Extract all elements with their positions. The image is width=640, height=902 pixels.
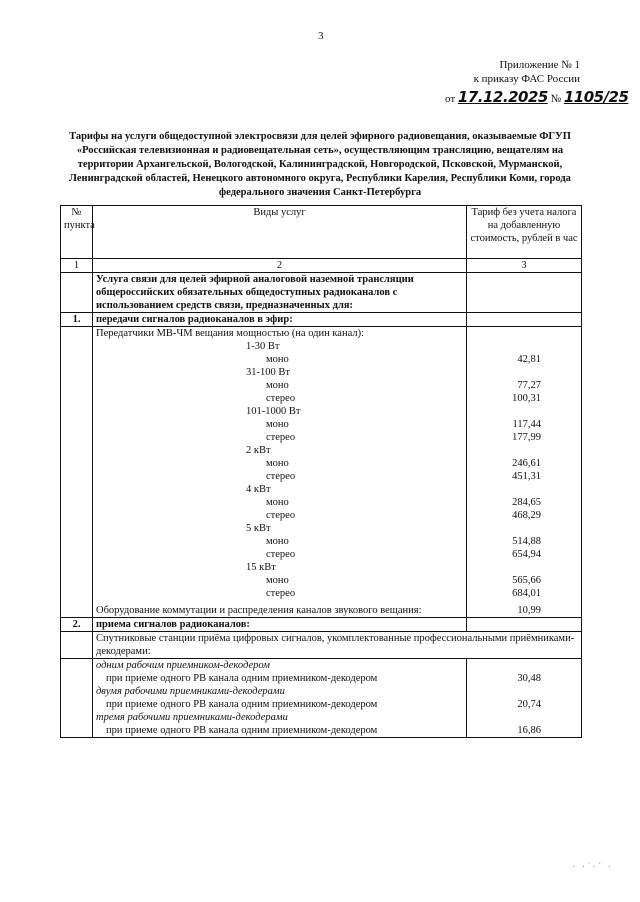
power-range-label: 15 кВт bbox=[246, 562, 276, 573]
tariff-value bbox=[470, 366, 541, 379]
mode-label: моно bbox=[266, 419, 289, 430]
margin-mark: · ·ˊ·ˊ · bbox=[572, 862, 613, 873]
mode-label: моно bbox=[266, 458, 289, 469]
mode-label: стерео bbox=[266, 510, 296, 521]
tariff-value: 246,61 bbox=[512, 458, 541, 469]
power-range-label: 31-100 Вт bbox=[246, 367, 290, 378]
tariff-value bbox=[470, 483, 541, 496]
tariff-value bbox=[470, 444, 541, 457]
section-2-row bbox=[61, 618, 582, 632]
mode-label: моно bbox=[266, 354, 289, 365]
column-number: 2 bbox=[93, 259, 467, 273]
service-title: Услуга связи для целей эфирной аналоговой наземной трансляции общероссийских обязательных общедоступных радиоканалов с использованием средств связи, предназначенных для: bbox=[93, 273, 467, 313]
section-1-title: передачи сигналов радиоканалов в эфир: bbox=[93, 313, 467, 327]
table-header-row bbox=[61, 206, 582, 259]
section-1-row bbox=[61, 313, 582, 327]
power-range-label: 2 кВт bbox=[246, 445, 271, 456]
order-date-handwritten: 17.12.2025 bbox=[457, 88, 548, 106]
receiver-groups bbox=[93, 659, 467, 738]
header-tariff: Тариф без учета налога на добавленную стоимость, рублей в час bbox=[467, 206, 582, 259]
section-1-body bbox=[61, 327, 582, 618]
order-number-sign: № bbox=[550, 93, 562, 105]
mode-label: стерео bbox=[266, 393, 296, 404]
receiver-tariffs bbox=[467, 659, 582, 738]
mode-label: моно bbox=[266, 575, 289, 586]
tariff-value bbox=[470, 561, 541, 574]
receiver-group-line: при приеме одного РВ канала одним приемником-декодером bbox=[106, 699, 378, 710]
header-item-number: № пункта bbox=[61, 206, 93, 259]
tariff-value: 100,31 bbox=[512, 393, 541, 404]
tariff-table bbox=[60, 205, 582, 738]
mode-label: стерео bbox=[266, 432, 296, 443]
satellite-intro: Спутниковые станции приёма цифровых сигналов, укомплектованные профессиональными приёмниками-декодерами: bbox=[93, 632, 582, 659]
service-title-row bbox=[61, 273, 582, 313]
column-number: 3 bbox=[467, 259, 582, 273]
page-number: 3 bbox=[318, 30, 324, 42]
tariff-value: 16,86 bbox=[517, 725, 541, 736]
section-1-number: 1. bbox=[61, 313, 93, 327]
tariff-value: 42,81 bbox=[517, 354, 541, 365]
tariff-value: 514,88 bbox=[512, 536, 541, 547]
order-number-handwritten: 1105/25 bbox=[563, 88, 629, 106]
mode-label: стерео bbox=[266, 549, 296, 560]
mode-label: стерео bbox=[266, 471, 296, 482]
annex-block bbox=[474, 58, 580, 86]
power-range-label: 1-30 Вт bbox=[246, 341, 280, 352]
tariff-value bbox=[470, 340, 541, 353]
section-2-title: приема сигналов радиоканалов: bbox=[93, 618, 467, 632]
receiver-group-heading: двумя рабочими приемниками-декодерами bbox=[96, 686, 285, 697]
section-1-tariffs bbox=[467, 327, 582, 618]
tariff-value: 284,65 bbox=[512, 497, 541, 508]
tariff-value: 654,94 bbox=[512, 549, 541, 560]
mode-label: моно bbox=[266, 497, 289, 508]
section-1-services bbox=[93, 327, 467, 618]
document-title: Тарифы на услуги общедоступной электросвязи для целей эфирного радиовещания, оказываемые ФГУП «Российская телевизионная и радиовещательная сеть», осуществляющим трансляцию, вещателям на территории Архангельской, Вологодской, Калининградской, Новгородской, Псковской, Мурманской, Ленинградской областей, Ненецкого автономного округа, Республики Карелия, Республики Коми, города федерального значения Санкт-Петербурга bbox=[69, 131, 571, 198]
header-service-type: Виды услуг bbox=[93, 206, 467, 259]
mode-label: моно bbox=[266, 380, 289, 391]
section-2-number: 2. bbox=[61, 618, 93, 632]
receiver-group-line: при приеме одного РВ канала одним приемником-декодером bbox=[106, 673, 378, 684]
tariff-value: 684,01 bbox=[512, 588, 541, 599]
power-range-label: 4 кВт bbox=[246, 484, 271, 495]
receiver-group-heading: одним рабочим приемником-декодером bbox=[96, 660, 270, 671]
power-mode-list bbox=[96, 340, 463, 600]
section-2-body bbox=[61, 659, 582, 738]
column-number-row bbox=[61, 259, 582, 273]
receiver-group-line: при приеме одного РВ канала одним приемником-декодером bbox=[106, 725, 378, 736]
tariff-value: 30,48 bbox=[517, 673, 541, 684]
tariff-value-list bbox=[470, 340, 541, 600]
mode-label: моно bbox=[266, 536, 289, 547]
transmitters-intro: Передатчики МВ-ЧМ вещания мощностью (на один канал): bbox=[96, 328, 364, 339]
tariff-value: 451,31 bbox=[512, 471, 541, 482]
power-range-label: 5 кВт bbox=[246, 523, 271, 534]
order-prefix: от bbox=[445, 93, 456, 105]
mode-label: стерео bbox=[266, 588, 296, 599]
tariff-value: 177,99 bbox=[512, 432, 541, 443]
tariff-value: 565,66 bbox=[512, 575, 541, 586]
power-range-label: 101-1000 Вт bbox=[246, 406, 301, 417]
equipment-label: Оборудование коммутации и распределения каналов звукового вещания: bbox=[96, 605, 422, 616]
tariff-value: 77,27 bbox=[517, 380, 541, 391]
annex-order: к приказу ФАС России bbox=[473, 73, 580, 85]
column-number: 1 bbox=[61, 259, 93, 273]
annex-title: Приложение № 1 bbox=[499, 59, 580, 71]
order-date-number bbox=[445, 88, 628, 106]
tariff-value: 20,74 bbox=[517, 699, 541, 710]
tariff-value bbox=[470, 405, 541, 418]
section-2-intro-row bbox=[61, 632, 582, 659]
receiver-group-heading: тремя рабочими приемниками-декодерами bbox=[96, 712, 288, 723]
tariff-value: 117,44 bbox=[512, 419, 541, 430]
tariff-value: 468,29 bbox=[512, 510, 541, 521]
tariff-value bbox=[470, 522, 541, 535]
equipment-value: 10,99 bbox=[517, 605, 541, 616]
